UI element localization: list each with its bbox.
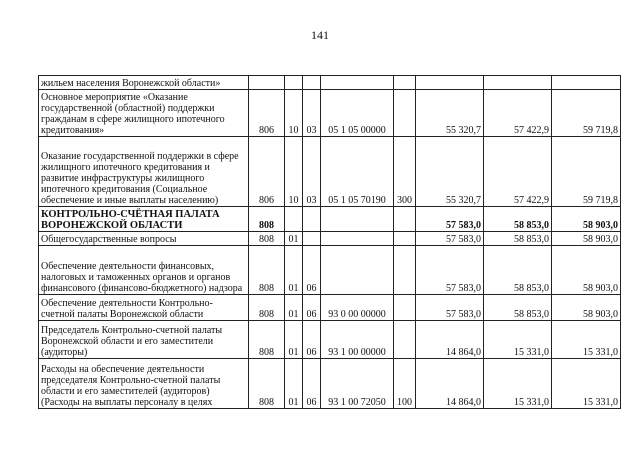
amount-year1-cell: 57 583,0	[416, 246, 484, 295]
amount-year3-cell: 15 331,0	[552, 321, 621, 359]
row-name-cell: КОНТРОЛЬНО-СЧЁТНАЯ ПАЛАТА ВОРОНЕЖСКОЙ ОБЛАСТИ	[39, 207, 249, 232]
row-name-cell: Оказание государственной поддержки в сфере жилищного ипотечного кредитования и развитие инфраструктуры жилищного ипотечного кредитования (Социальное обеспечение и иные выплаты населению)	[39, 137, 249, 207]
amount-year3-cell: 59 719,8	[552, 137, 621, 207]
row-name-cell: Общегосударственные вопросы	[39, 232, 249, 246]
table-row	[39, 137, 621, 207]
csr-code-cell	[321, 207, 394, 232]
table-row	[39, 246, 621, 295]
vr-code-cell	[394, 295, 416, 321]
amount-year1-cell: 57 583,0	[416, 295, 484, 321]
rz-code-cell: 10	[285, 137, 303, 207]
vr-code-cell	[394, 76, 416, 90]
pr-code-cell	[303, 76, 321, 90]
rz-code-cell: 01	[285, 246, 303, 295]
gr-code-cell: 808	[249, 246, 285, 295]
pr-code-cell	[303, 232, 321, 246]
rz-code-cell: 01	[285, 295, 303, 321]
row-name-cell: жильем населения Воронежской области»	[39, 76, 249, 90]
gr-code-cell: 808	[249, 359, 285, 409]
amount-year2-cell: 15 331,0	[484, 359, 552, 409]
csr-code-cell: 93 1 00 72050	[321, 359, 394, 409]
amount-year3-cell: 15 331,0	[552, 359, 621, 409]
vr-code-cell	[394, 207, 416, 232]
gr-code-cell: 806	[249, 137, 285, 207]
vr-code-cell: 300	[394, 137, 416, 207]
amount-year2-cell: 58 853,0	[484, 207, 552, 232]
table-row	[39, 90, 621, 137]
table-row	[39, 76, 621, 90]
csr-code-cell: 05 1 05 70190	[321, 137, 394, 207]
pr-code-cell: 06	[303, 359, 321, 409]
table-row	[39, 359, 621, 409]
vr-code-cell	[394, 246, 416, 295]
rz-code-cell: 01	[285, 359, 303, 409]
vr-code-cell	[394, 321, 416, 359]
pr-code-cell: 03	[303, 90, 321, 137]
amount-year3-cell	[552, 76, 621, 90]
amount-year1-cell: 14 864,0	[416, 359, 484, 409]
amount-year3-cell: 58 903,0	[552, 207, 621, 232]
amount-year2-cell	[484, 76, 552, 90]
amount-year1-cell: 57 583,0	[416, 207, 484, 232]
table-row	[39, 232, 621, 246]
amount-year1-cell: 55 320,7	[416, 137, 484, 207]
gr-code-cell: 808	[249, 232, 285, 246]
amount-year3-cell: 58 903,0	[552, 246, 621, 295]
gr-code-cell	[249, 76, 285, 90]
pr-code-cell: 06	[303, 295, 321, 321]
amount-year1-cell: 55 320,7	[416, 90, 484, 137]
rz-code-cell: 01	[285, 321, 303, 359]
amount-year3-cell: 58 903,0	[552, 232, 621, 246]
csr-code-cell	[321, 76, 394, 90]
amount-year2-cell: 15 331,0	[484, 321, 552, 359]
row-name-cell: Председатель Контрольно-счетной палаты Воронежской области и его заместители (аудиторы)	[39, 321, 249, 359]
table-row	[39, 321, 621, 359]
amount-year2-cell: 58 853,0	[484, 295, 552, 321]
csr-code-cell	[321, 246, 394, 295]
pr-code-cell: 03	[303, 137, 321, 207]
amount-year1-cell: 57 583,0	[416, 232, 484, 246]
row-name-cell: Обеспечение деятельности финансовых, налоговых и таможенных органов и органов финансового (финансово-бюджетного) надзора	[39, 246, 249, 295]
amount-year3-cell: 59 719,8	[552, 90, 621, 137]
amount-year3-cell: 58 903,0	[552, 295, 621, 321]
amount-year2-cell: 57 422,9	[484, 137, 552, 207]
budget-table	[38, 75, 621, 409]
table-row	[39, 207, 621, 232]
amount-year2-cell: 58 853,0	[484, 246, 552, 295]
amount-year2-cell: 58 853,0	[484, 232, 552, 246]
row-name-cell: Обеспечение деятельности Контрольно-счетной палаты Воронежской области	[39, 295, 249, 321]
rz-code-cell	[285, 76, 303, 90]
pr-code-cell: 06	[303, 321, 321, 359]
gr-code-cell: 808	[249, 207, 285, 232]
csr-code-cell: 05 1 05 00000	[321, 90, 394, 137]
vr-code-cell: 100	[394, 359, 416, 409]
amount-year1-cell	[416, 76, 484, 90]
pr-code-cell: 06	[303, 246, 321, 295]
vr-code-cell	[394, 90, 416, 137]
rz-code-cell: 10	[285, 90, 303, 137]
rz-code-cell: 01	[285, 232, 303, 246]
page-number: 141	[311, 28, 329, 42]
vr-code-cell	[394, 232, 416, 246]
gr-code-cell: 808	[249, 295, 285, 321]
amount-year1-cell: 14 864,0	[416, 321, 484, 359]
gr-code-cell: 806	[249, 90, 285, 137]
row-name-cell: Основное мероприятие «Оказание государственной (областной) поддержки гражданам в сфере жилищного ипотечного кредитования»	[39, 90, 249, 137]
csr-code-cell: 93 0 00 00000	[321, 295, 394, 321]
pr-code-cell	[303, 207, 321, 232]
csr-code-cell	[321, 232, 394, 246]
amount-year2-cell: 57 422,9	[484, 90, 552, 137]
rz-code-cell	[285, 207, 303, 232]
gr-code-cell: 808	[249, 321, 285, 359]
csr-code-cell: 93 1 00 00000	[321, 321, 394, 359]
table-row	[39, 295, 621, 321]
row-name-cell: Расходы на обеспечение деятельности председателя Контрольно-счетной палаты области и его заместителей (аудиторов) (Расходы на выплаты персоналу в целях	[39, 359, 249, 409]
